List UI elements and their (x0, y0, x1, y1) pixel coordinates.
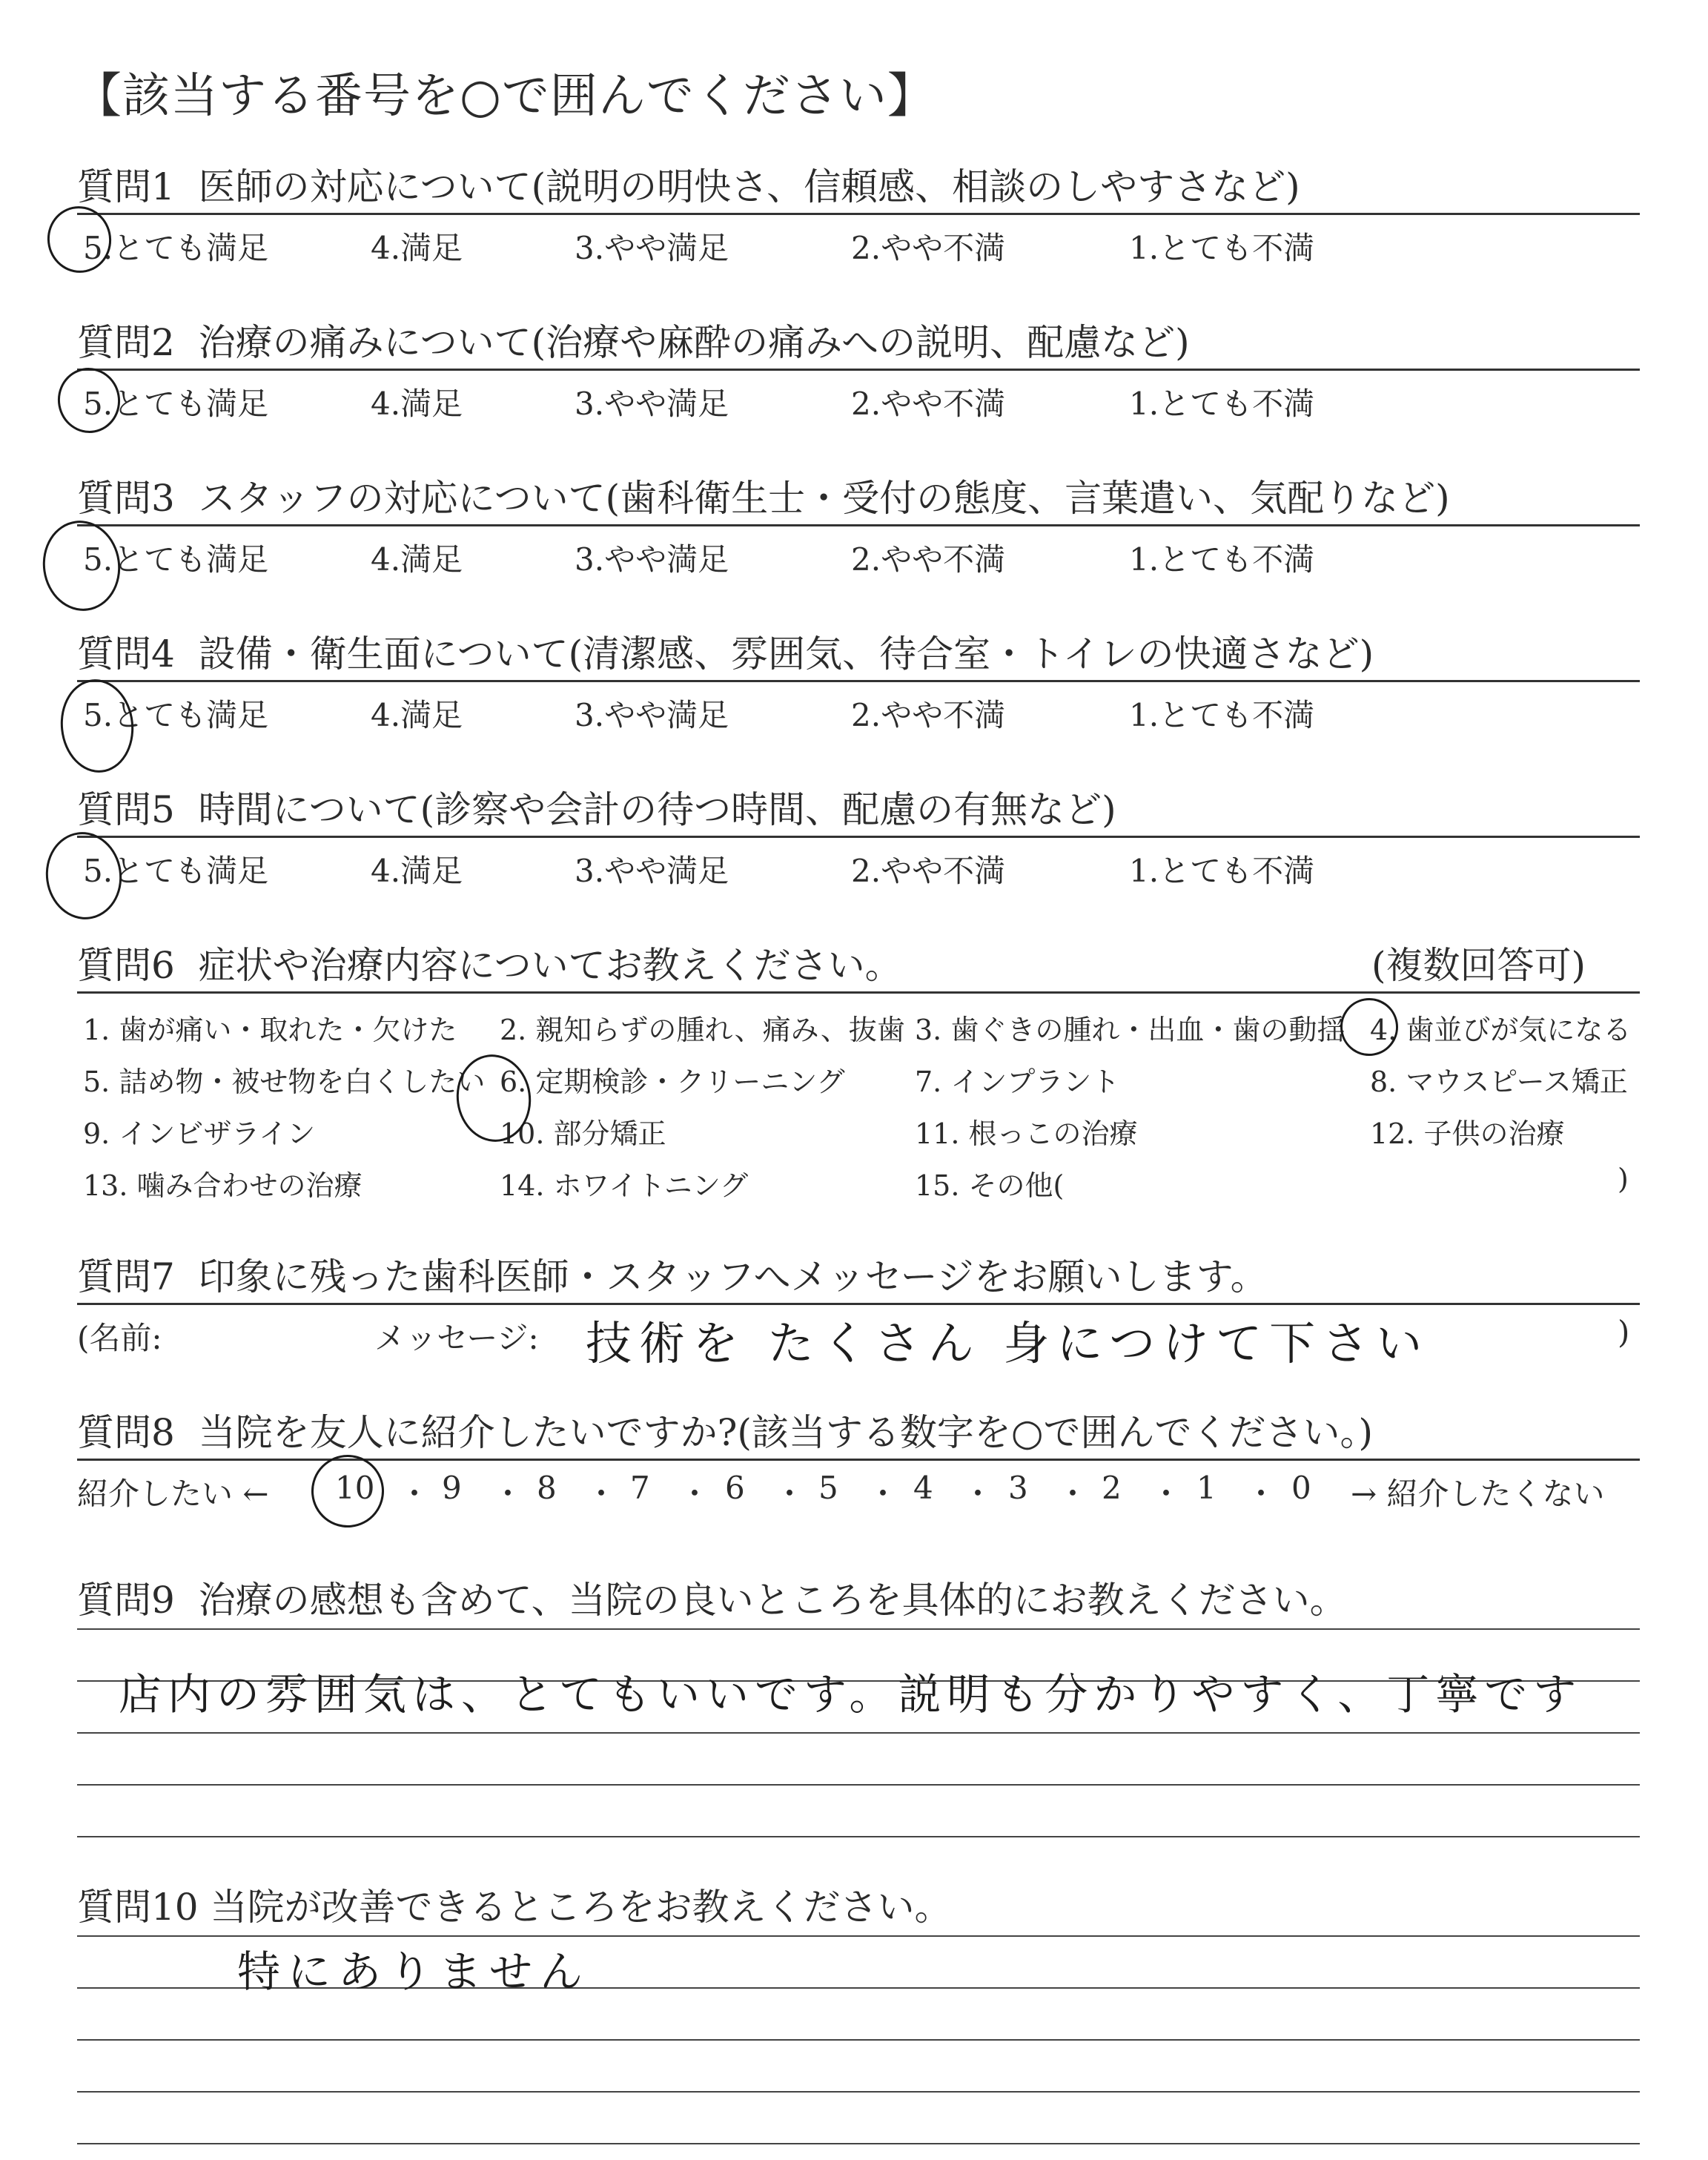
answer-line (77, 1732, 1640, 1734)
q6-item-12[interactable]: 12. 子供の治療 (1370, 1117, 1565, 1150)
scale-6[interactable]: 6 (725, 1470, 745, 1506)
question-3-heading (77, 469, 1450, 522)
q6-item-14[interactable]: 14. ホワイトニング (500, 1169, 749, 1202)
q5-option-5[interactable]: 5.とても満足 (83, 853, 269, 889)
q2-option-5[interactable]: 5.とても満足 (83, 386, 269, 422)
q9-answer[interactable]: 店内の雰囲気は、とてもいいです。説明も分かりやすく、丁寧です (119, 1669, 1583, 1720)
scale-1[interactable]: 1 (1196, 1470, 1217, 1506)
q6-item-10[interactable]: 10. 部分矯正 (500, 1117, 666, 1150)
q3-selection-circle (37, 515, 126, 615)
scale-dot: ・ (679, 1476, 711, 1512)
message-answer[interactable]: 技術を たくさん 身につけて下さい (586, 1316, 1430, 1370)
q1-option-4[interactable]: 4.満足 (371, 230, 463, 266)
question-label: 質問3 (77, 477, 175, 520)
question-text: 当院を友人に紹介したいですか?(該当する数字を○で囲んでください。) (198, 1411, 1374, 1454)
divider (77, 680, 1640, 682)
q5-option-2[interactable]: 2.やや不満 (851, 853, 1006, 889)
scale-3[interactable]: 3 (1008, 1470, 1028, 1506)
q5-option-3[interactable]: 3.やや満足 (575, 853, 729, 889)
q6-item-8[interactable]: 8. マウスピース矯正 (1370, 1066, 1628, 1098)
q6-item-6[interactable]: 6. 定期検診・クリーニング (500, 1066, 845, 1098)
q3-option-2[interactable]: 2.やや不満 (851, 541, 1006, 578)
question-text: 治療の感想も含めて、当院の良いところを具体的にお教えください。 (198, 1579, 1347, 1622)
answer-line (77, 1784, 1640, 1786)
question-7-heading (77, 1247, 1268, 1301)
question-10-heading (77, 1877, 952, 1931)
q6-item-7[interactable]: 7. インプラント (915, 1066, 1120, 1098)
scale-dot: ・ (1057, 1476, 1089, 1512)
question-text: 当院が改善できるところをお教えください。 (210, 1886, 952, 1929)
divider (77, 1459, 1640, 1461)
q4-option-3[interactable]: 3.やや満足 (575, 697, 729, 733)
q6-item-15[interactable]: 15. その他( (915, 1169, 1065, 1202)
form-title: 【該当する番号を○で囲んでください】 (74, 69, 936, 124)
scale-dot: ・ (492, 1476, 524, 1512)
q4-option-1[interactable]: 1.とても不満 (1129, 697, 1315, 733)
q3-option-4[interactable]: 4.満足 (371, 541, 463, 578)
q10-answer[interactable]: 特にありません (237, 1946, 591, 1997)
q6-item-11[interactable]: 11. 根っこの治療 (915, 1117, 1138, 1150)
question-label: 質問2 (77, 321, 175, 364)
q3-option-3[interactable]: 3.やや満足 (575, 541, 729, 578)
scale-4[interactable]: 4 (913, 1470, 933, 1506)
question-label: 質問5 (77, 788, 175, 831)
question-text: スタッフの対応について(歯科衛生士・受付の態度、言葉遣い、気配りなど) (198, 477, 1450, 520)
scale-10[interactable]: 10 (335, 1470, 375, 1506)
q4-option-5[interactable]: 5.とても満足 (83, 697, 269, 733)
answer-line (77, 2039, 1640, 2041)
q5-option-1[interactable]: 1.とても不満 (1129, 853, 1315, 889)
q1-option-2[interactable]: 2.やや不満 (851, 230, 1006, 266)
scale-dot: ・ (1245, 1476, 1277, 1512)
answer-line (77, 2143, 1640, 2144)
q1-option-1[interactable]: 1.とても不満 (1129, 230, 1315, 266)
scale-dot: ・ (586, 1476, 618, 1512)
scale-dot: ・ (962, 1476, 994, 1512)
answer-line (77, 1628, 1640, 1630)
q6-selection-circle-4 (1336, 994, 1403, 1060)
q1-option-5[interactable]: 5.とても満足 (83, 230, 269, 266)
scale-7[interactable]: 7 (630, 1470, 650, 1506)
q6-item-13[interactable]: 13. 噛み合わせの治療 (83, 1169, 363, 1202)
question-5-heading (77, 780, 1116, 833)
q3-option-1[interactable]: 1.とても不満 (1129, 541, 1315, 578)
q6-item-9[interactable]: 9. インビザライン (83, 1117, 316, 1150)
divider (77, 213, 1640, 215)
q4-option-2[interactable]: 2.やや不満 (851, 697, 1006, 733)
message-close-paren: ) (1618, 1314, 1630, 1350)
scale-0[interactable]: 0 (1291, 1470, 1311, 1506)
scale-9[interactable]: 9 (442, 1470, 462, 1506)
question-label: 質問8 (77, 1411, 175, 1454)
message-label: メッセージ: (374, 1320, 539, 1356)
name-label: (名前: (77, 1320, 162, 1356)
q6-item-5[interactable]: 5. 詰め物・被せ物を白くしたい (83, 1066, 486, 1098)
scale-dot: ・ (774, 1476, 806, 1512)
scale-dot: ・ (867, 1476, 899, 1512)
q2-option-4[interactable]: 4.満足 (371, 386, 463, 422)
scale-dot: ・ (399, 1476, 431, 1512)
answer-line (77, 1836, 1640, 1837)
q6-item-15-close: ) (1618, 1163, 1629, 1195)
divider (77, 836, 1640, 838)
q6-item-1[interactable]: 1. 歯が痛い・取れた・欠けた (83, 1014, 457, 1046)
question-label: 質問7 (77, 1255, 175, 1298)
recommend-right-label: → 紹介したくない (1351, 1476, 1605, 1512)
question-label: 質問6 (77, 944, 175, 987)
question-4-heading (77, 624, 1374, 678)
question-text: 時間について(診察や会計の待つ時間、配慮の有無など) (198, 788, 1116, 831)
question-8-heading (77, 1403, 1373, 1456)
recommend-left-label: 紹介したい ← (77, 1476, 269, 1512)
q2-option-3[interactable]: 3.やや満足 (575, 386, 729, 422)
divider (77, 369, 1640, 371)
question-text: 印象に残った歯科医師・スタッフへメッセージをお願いします。 (198, 1255, 1268, 1298)
q6-item-3[interactable]: 3. 歯ぐきの腫れ・出血・歯の動揺 (915, 1014, 1345, 1046)
question-text: 治療の痛みについて(治療や麻酔の痛みへの説明、配慮など) (198, 321, 1190, 364)
question-1-heading (77, 157, 1300, 211)
question-6-heading (77, 936, 902, 989)
question-label: 質問10 (77, 1886, 199, 1929)
question-text: 設備・衛生面について(清潔感、雰囲気、待合室・トイレの快適さなど) (198, 633, 1374, 676)
divider (77, 991, 1640, 994)
q8-selection-circle (308, 1451, 388, 1531)
question-label: 質問1 (77, 165, 175, 208)
question-text: 症状や治療内容についてお教えください。 (198, 944, 902, 987)
q2-option-2[interactable]: 2.やや不満 (851, 386, 1006, 422)
question-label: 質問9 (77, 1579, 175, 1622)
divider (77, 524, 1640, 526)
q6-item-2[interactable]: 2. 親知らずの腫れ、痛み、抜歯 (500, 1014, 905, 1046)
scale-dot: ・ (1151, 1476, 1182, 1512)
q3-option-5[interactable]: 5.とても満足 (83, 541, 269, 578)
question-2-heading (77, 313, 1190, 366)
scale-5[interactable]: 5 (818, 1470, 838, 1506)
q1-option-3[interactable]: 3.やや満足 (575, 230, 729, 266)
question-text: 医師の対応について(説明の明快さ、信頼感、相談のしやすさなど) (198, 165, 1300, 208)
scale-8[interactable]: 8 (537, 1470, 557, 1506)
q5-option-4[interactable]: 4.満足 (371, 853, 463, 889)
question-label: 質問4 (77, 633, 175, 676)
multiple-answer-note: (複数回答可) (1371, 944, 1586, 987)
q5-selection-circle (40, 827, 127, 924)
answer-line (77, 2091, 1640, 2093)
q2-option-1[interactable]: 1.とても不満 (1129, 386, 1315, 422)
question-9-heading (77, 1571, 1347, 1624)
q2-selection-circle (53, 363, 125, 437)
q6-item-4[interactable]: 4. 歯並びが気になる (1370, 1014, 1632, 1046)
scale-2[interactable]: 2 (1102, 1470, 1122, 1506)
divider (77, 1303, 1640, 1305)
q4-option-4[interactable]: 4.満足 (371, 697, 463, 733)
